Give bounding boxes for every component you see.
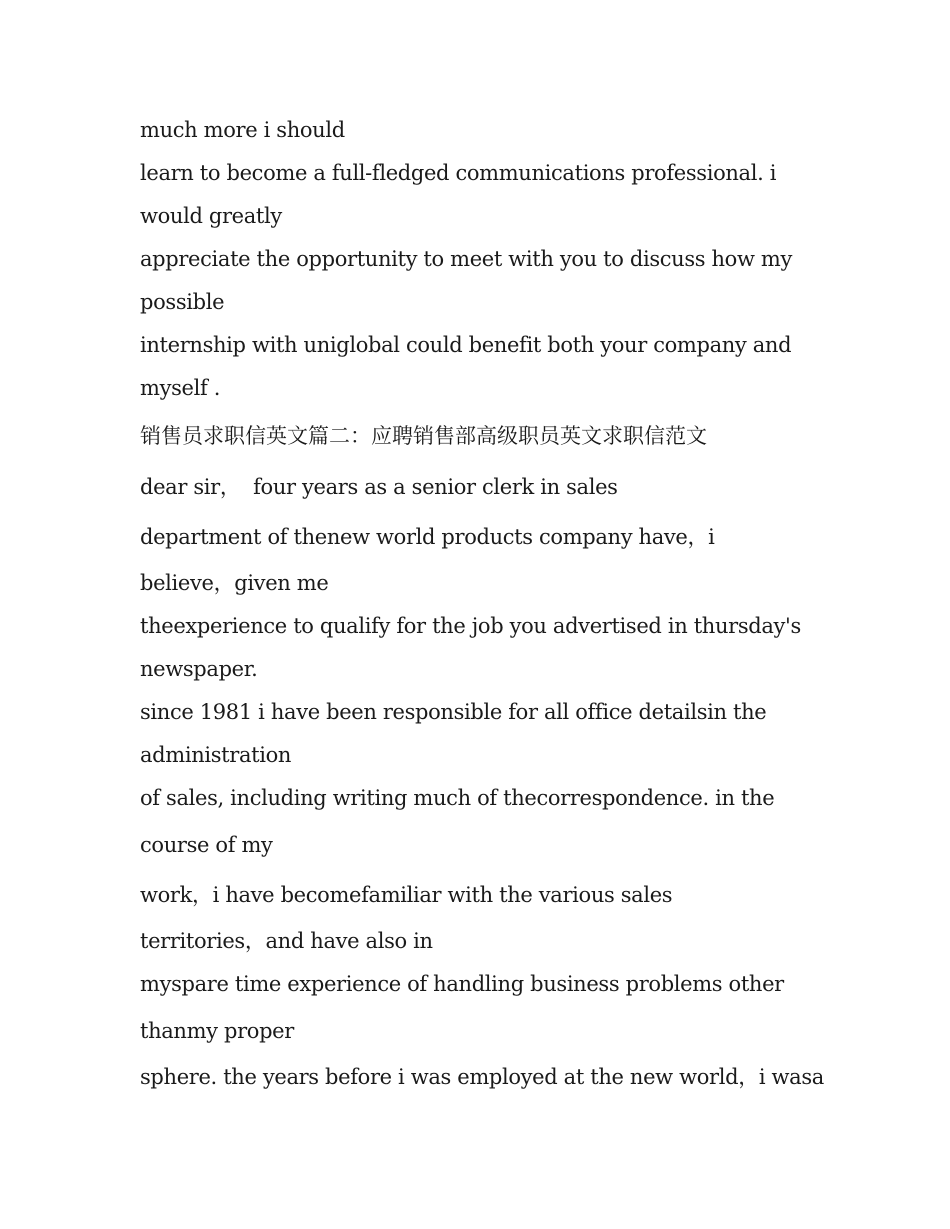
document-body	[140, 109, 830, 1099]
text-line: believe，given me	[140, 571, 329, 595]
section-heading: 销售员求职信英文篇二：应聘销售部高级职员英文求职信范文	[140, 424, 707, 448]
text-line: internship with uniglobal could benefit both your company and	[140, 333, 792, 357]
text-line: territories，and have also in	[140, 929, 433, 953]
text-line: possible	[140, 290, 225, 314]
text-line: myspare time experience of handling business problems other	[140, 972, 784, 996]
text-line: since 1981 i have been responsible for all office detailsin the	[140, 700, 767, 724]
text-line: work，i have becomefamiliar with the various sales	[140, 883, 673, 907]
text-line: theexperience to qualify for the job you advertised in thursday's	[140, 614, 801, 638]
text-line: myself .	[140, 376, 221, 400]
text-line: sphere. the years before i was employed at the new world，i wasa	[140, 1065, 824, 1089]
text-line: newspaper.	[140, 657, 258, 681]
text-line: would greatly	[140, 204, 282, 228]
text-line: department of thenew world products company have，i	[140, 525, 715, 549]
text-line: thanmy proper	[140, 1019, 294, 1043]
text-line: much more i should	[140, 118, 345, 142]
text-line: administration	[140, 743, 292, 767]
text-line: course of my	[140, 833, 273, 857]
text-line: appreciate the opportunity to meet with you to discuss how my	[140, 247, 793, 271]
text-line: of sales, including writing much of thecorrespondence. in the	[140, 786, 775, 810]
text-line: learn to become a full-fledged communications professional. i	[140, 161, 777, 185]
text-line: dear sir， four years as a senior clerk in sales	[140, 475, 618, 499]
